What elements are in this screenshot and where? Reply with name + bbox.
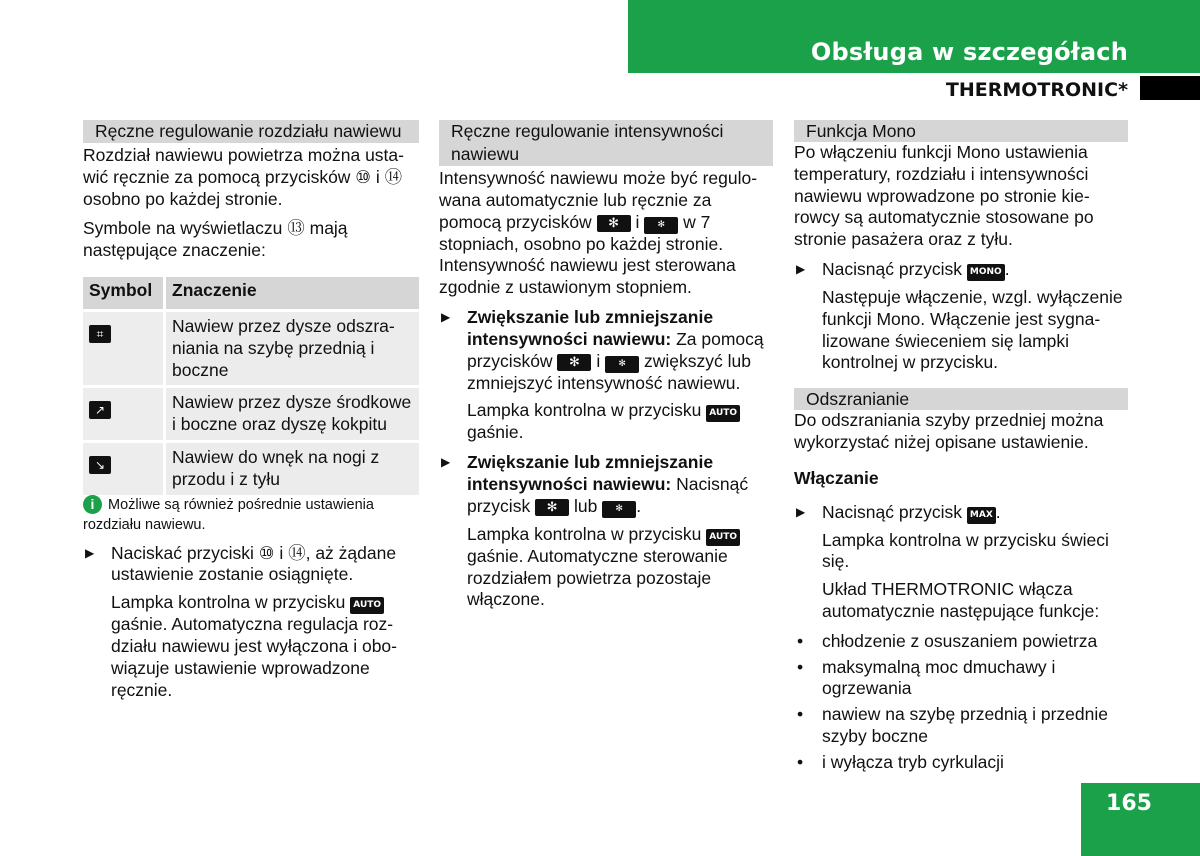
paragraph: Symbole na wyświetlaczu ⑬ mają następujące znaczenie:	[83, 218, 348, 261]
paragraph: Intensywność nawiewu jest sterowana zgodnie z ustawionym stopniem.	[439, 255, 736, 298]
symbol-table	[83, 277, 419, 495]
paragraph	[439, 168, 773, 255]
th-symbol: Symbol	[83, 277, 165, 311]
text: Lampka kontrolna w przycisku	[111, 592, 346, 613]
fan-decrease-icon: ✻	[605, 356, 639, 373]
meaning-cell: Nawiew do wnęk na nogi z przodu i z tyłu	[165, 441, 420, 494]
paragraph: Do odszraniania szyby przedniej można wykorzystać niżej opisane ustawienie.	[794, 410, 1104, 452]
bullet-icon: •	[797, 751, 804, 772]
mono-button-icon: MONO	[967, 264, 1005, 281]
arrow-icon: ▶	[441, 455, 451, 470]
subheading-activation: Włączanie	[794, 467, 879, 488]
bullet-icon: •	[797, 630, 804, 651]
text: i	[635, 211, 640, 232]
table-row	[83, 387, 419, 442]
footwell-airflow-icon: ↘	[89, 456, 111, 474]
step	[83, 543, 419, 587]
th-meaning: Znaczenie	[165, 277, 420, 311]
arrow-icon: ▶	[796, 261, 806, 276]
table-header	[83, 277, 419, 311]
info-text: Możliwe są również pośrednie ustawienia rozdziału nawiewu.	[83, 496, 374, 533]
step-title: Zwiększanie lub zmniejszanie intensywności nawiewu:	[467, 452, 714, 494]
center-airflow-icon: ↗	[89, 401, 111, 419]
step-text: Naciskać przyciski ⑩ i ⑭, aż żądane ustawienie zostanie osiągnięte.	[111, 542, 397, 585]
arrow-icon: ▶	[796, 504, 806, 519]
meaning-cell: Nawiew przez dysze odszra-niania na szybę przednią i boczne	[165, 310, 420, 386]
fan-increase-icon: ✻	[557, 354, 591, 371]
list-item	[794, 631, 1128, 653]
text: w 7 stopniach, osobno po każdej stronie.	[439, 211, 724, 254]
text: .	[995, 501, 1001, 522]
heading-airflow-distribution: Ręczne regulowanie rozdziału nawiewu	[83, 120, 419, 143]
section-title: THERMOTRONIC*	[945, 79, 1128, 101]
auto-button-icon: AUTO	[706, 405, 740, 422]
step-title: Zwiększanie lub zmniejszanie intensywności nawiewu:	[467, 306, 714, 349]
auto-button-icon: AUTO	[706, 529, 740, 546]
text: Nacisnąć przycisk	[822, 258, 963, 279]
step	[439, 307, 773, 394]
paragraph: Po włączeniu funkcji Mono ustawienia temperatury, rozdziału i intensywności nawiewu wprowadzone po stronie kie-rowcy są automatycznie stosowane po stronie pasażera oraz z tyłu.	[794, 142, 1094, 250]
text: Intensywność nawiewu może być regulo-wana automatycznie lub ręcznie za pomocą przycisków	[439, 168, 758, 232]
bullet-icon: •	[797, 704, 804, 725]
defrost-max-button-icon: MAX	[967, 507, 996, 524]
info-icon: i	[83, 495, 102, 514]
fan-increase-icon: ✻	[597, 215, 631, 232]
fan-decrease-icon: ✻	[602, 501, 636, 518]
list-item	[794, 752, 1128, 774]
page-number: 165	[1106, 791, 1152, 816]
step	[794, 259, 1128, 281]
page-number-box	[1081, 783, 1200, 856]
text: i	[596, 350, 601, 371]
text: Lampka kontrolna w przycisku	[467, 523, 702, 544]
fan-decrease-icon: ✻	[644, 217, 678, 234]
auto-button-icon: AUTO	[350, 597, 384, 614]
arrow-icon: ▶	[85, 545, 95, 560]
step-result: Układ THERMOTRONIC włącza automatycznie następujące funkcje:	[822, 579, 1100, 621]
heading-defrost: Odszranianie	[794, 388, 1128, 410]
arrow-icon: ▶	[441, 309, 451, 324]
text: maksymalną moc dmuchawy i ogrzewania	[822, 656, 1056, 699]
step-result: Następuje włączenie, wzgl. wyłączenie funkcji Mono. Włączenie jest sygna-lizowane świeceniem się lampki kontrolnej w przycisku.	[822, 286, 1123, 373]
windshield-airflow-icon: ⌗	[89, 325, 111, 343]
column-airflow-distribution	[83, 120, 419, 701]
text: i wyłącza tryb cyrkulacji	[822, 751, 1004, 772]
step-result	[83, 592, 419, 701]
info-note	[83, 495, 419, 535]
column-mono-defrost	[794, 120, 1128, 778]
text: gaśnie. Automatyczne sterowanie rozdziałem powietrza pozostaje włączone.	[467, 545, 728, 610]
table-row	[83, 310, 419, 386]
step-result: Lampka kontrolna w przycisku świeci się.	[822, 529, 1109, 572]
text: lub	[573, 495, 598, 516]
list-item	[794, 704, 1128, 748]
text: Nacisnąć przycisk	[467, 473, 749, 516]
column-airflow-intensity	[439, 120, 773, 611]
text: nawiew na szybę przednią i przednie szyby boczne	[822, 704, 1108, 746]
step	[439, 452, 773, 518]
heading-mono: Funkcja Mono	[794, 120, 1128, 142]
text: .	[636, 495, 642, 516]
step-result	[439, 524, 773, 611]
list-item	[794, 657, 1128, 701]
text: gaśnie. Automatyczna regulacja roz-działu nawiewu jest wyłączona i obo-wiązuje ustawienie wprowadzone ręcznie.	[111, 614, 397, 700]
heading-airflow-intensity: Ręczne regulowanie intensywności nawiewu	[439, 120, 773, 166]
step	[794, 502, 1128, 524]
text: chłodzenie z osuszaniem powietrza	[822, 630, 1098, 651]
chapter-title: Obsługa w szczegółach	[810, 38, 1128, 66]
text: Lampka kontrolna w przycisku	[467, 400, 702, 421]
table-row	[83, 441, 419, 494]
text: zwiększyć lub zmniejszyć intensywność nawiewu.	[467, 350, 751, 393]
section-marker	[1140, 76, 1200, 100]
fan-increase-icon: ✻	[535, 499, 569, 516]
text: .	[1004, 258, 1010, 279]
text: gaśnie.	[467, 422, 524, 443]
text: Za pomocą przycisków	[467, 328, 764, 371]
step-result	[439, 400, 773, 444]
meaning-cell: Nawiew przez dysze środkowe i boczne oraz dyszę kokpitu	[165, 387, 420, 442]
text: Nacisnąć przycisk	[822, 501, 963, 522]
paragraph: Rozdział nawiewu powietrza można usta-wić ręcznie za pomocą przycisków ⑩ i ⑭ osobno po każdej stronie.	[83, 145, 404, 209]
bullet-icon: •	[797, 656, 804, 677]
